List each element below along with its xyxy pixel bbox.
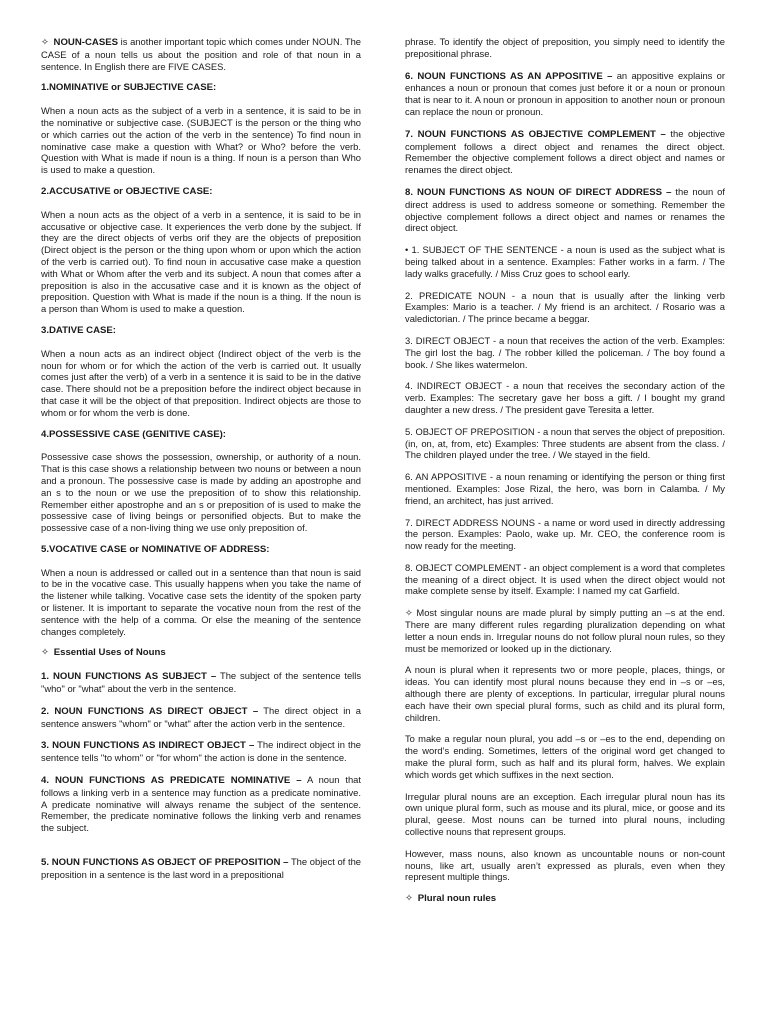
use-direct-object	[41, 705, 361, 730]
plural-paragraph-1: ✧ Most singular nouns are made plural by simply putting an –s at the end. There are many different rules regarding pluralization depending on what letter a noun ends in. Irregular nouns do not follow plural noun rules, so they must be memorized or looked up in the dictionary.	[405, 607, 725, 654]
plural-paragraph-3: To make a regular noun plural, you add –s or –es to the end, depending on the word’s ending. Sometimes, letters of the original word get changed to make the plural form, such as half and its plural form, halves. We explain which words get which suffixes in the next section.	[405, 733, 725, 780]
right-column	[405, 36, 725, 916]
left-column	[41, 36, 361, 891]
use-objective-complement-title: 7. NOUN FUNCTIONS AS OBJECTIVE COMPLEMENT –	[405, 128, 666, 140]
example-object-complement: 8. OBJECT COMPLEMENT - an object complement is a word that completes the meaning of a direct object. It is used when the direct object would not make complete sense by itself. Example: I named my cat Garfield.	[405, 561, 725, 597]
use-direct-address	[405, 186, 725, 234]
example-indirect-object: 4. INDIRECT OBJECT - a noun that receives the secondary action of the verb. Examples: The secretary gave her boss a gift. / I bought my grand daughter a new dress. / The president gave Teresita a letter.	[405, 380, 725, 415]
use-direct-address-text: the noun of direct address is used to address someone or something. Remember the objective complement follows a direct object and names or renames the direct object.	[405, 185, 725, 234]
paragraph-vocative: When a noun is addressed or called out in a sentence than that noun is said to be in the vocative case. This usually happens when you take the name of the listener while talking. Vocative case sets the identity of the spoken party or listener. It is important to separate the vocative noun from the rest of the sentence with the help of a comma. Or else the meaning of the sentence changes completely.	[41, 566, 361, 637]
use-object-of-preposition	[41, 856, 361, 881]
example-subject: • 1. SUBJECT OF THE SENTENCE - a noun is used as the subject what is being talked about in a sentence. Examples: Father works in a farm. / The lady walks gracefully. / Miss Cruz goes to school early.	[405, 244, 725, 279]
plural-paragraph-4: Irregular plural nouns are an exception. Each irregular plural noun has its own unique plural form, such as mouse and its plural, mice, or goose and its plural, geese. Most nouns can be turned into plural nouns, including collective nouns that represent groups.	[405, 790, 725, 838]
example-object-of-preposition: 5. OBJECT OF PREPOSITION - a noun that serves the object of preposition.(in, on, at, from, etc) Examples: Three students are absent from the class. / The children played under the tree. / We stayed in the field.	[405, 425, 725, 461]
heading-possessive: 4.POSSESSIVE CASE (GENITIVE CASE):	[41, 428, 226, 440]
intro-text: is another important topic which comes under NOUN. The CASE of a noun tells us about the position and role of that noun in a sentence. In English there are FIVE CASES.	[41, 36, 361, 72]
use-indirect-object	[41, 739, 361, 764]
use-appositive-text: an appositive explains or enhances a noun or pronoun that comes just before it or a noun or pronoun that is near to it. A noun or pronoun in apposition to another noun or pronoun can replace the noun or pronoun.	[405, 69, 726, 117]
paragraph-accusative: When a noun acts as the object of a verb in a sentence, it is said to be in accusative or objective case. It experiences the verb done by the subject. If they are the direct objects of verbs orif they are the objects of preposition (Direct object is the person or the thing upon whom or upon which the action of the verb is carried out). To find noun in accusative case make a question with What or Whom after the verb and its subject. A noun that comes after a preposition is also in the accusative case and it is known as the object of preposition. Question with What is made if the noun is a thing. If the noun is a person than Whom is used to make a question.	[41, 208, 361, 315]
use-objective-complement	[405, 128, 725, 176]
use-direct-object-text: The direct object in a sentence answers "whom" or "what" after the action verb in the sentence.	[41, 704, 361, 729]
use-subject-text: The subject of the sentence tells "who" or "what" about the verb in the sentence.	[41, 670, 362, 695]
heading-dative: 3.DATIVE CASE:	[41, 324, 116, 336]
example-appositive: 6. AN APPOSITIVE - a noun renaming or identifying the person or thing first mentioned. Examples: Jose Rizal, the hero, was born in Calamba. / My friend, an architect, has just arrived.	[405, 471, 725, 506]
intro-paragraph	[41, 36, 361, 72]
use-subject-title: 1. NOUN FUNCTIONS AS SUBJECT –	[41, 671, 217, 683]
plural-paragraph-5: However, mass nouns, also known as uncountable nouns or non-count nouns, like art, usually aren’t expressed as plurals, even when they represent multiple things.	[405, 847, 725, 883]
intro-title: NOUN-CASES	[53, 37, 119, 48]
example-direct-object: 3. DIRECT OBJECT - a noun that receives the action of the verb. Examples: The girl lost the bag. / The robber killed the policeman. / The boy found a book. / She likes watermelon.	[405, 334, 725, 370]
plural-noun-rules-title: Plural noun rules	[417, 893, 497, 905]
example-predicate-noun: 2. PREDICATE NOUN - a noun that is usually after the linking verb Examples: Mario is a teacher. / My friend is an architect. / Rosario was a valedictorian. / The prince became a beggar.	[405, 289, 725, 325]
use-appositive-title: 6. NOUN FUNCTIONS AS AN APPOSITIVE –	[405, 70, 613, 82]
use-predicate-nominative	[41, 774, 361, 834]
use-indirect-object-text: The indirect object in the sentence tells "to whom" or "for whom" the action is done in the sentence.	[41, 739, 362, 764]
use-direct-object-title: 2. NOUN FUNCTIONS AS DIRECT OBJECT –	[41, 705, 259, 717]
heading-nominative: 1.NOMINATIVE or SUBJECTIVE CASE:	[41, 82, 217, 94]
use-direct-address-title: 8. NOUN FUNCTIONS AS NOUN OF DIRECT ADDRESS –	[405, 186, 672, 198]
use-object-of-preposition-title: 5. NOUN FUNCTIONS AS OBJECT OF PREPOSITION –	[41, 857, 289, 869]
sparkle-icon: ✧	[41, 647, 50, 659]
sparkle-icon: ✧	[405, 893, 414, 905]
use-object-of-preposition-text: The object of the preposition in a sentence is the last word in a prepositional	[41, 856, 361, 880]
use-appositive	[405, 70, 725, 118]
heading-essential-uses	[41, 647, 361, 659]
use-predicate-nominative-text: A noun that follows a linking verb in a sentence may function as a predicate nominative. A predicate nominative will always rename the subject of the sentence. Remember, the predicate nominative follows the linking verb and renames the subject.	[41, 774, 361, 834]
use-subject	[41, 670, 361, 695]
essential-uses-title: Essential Uses of Nouns	[53, 647, 166, 659]
example-direct-address: 7. DIRECT ADDRESS NOUNS - a name or word used in directly addressing the person. Examples: Paolo, wake up. Mr. CEO, the conference room is now ready for the meeting.	[405, 516, 725, 552]
use-objective-complement-text: the objective complement follows a direct object and renames the direct object. Remember the objective complement follows a direct object and names or renames the direct object.	[405, 127, 725, 176]
use-indirect-object-title: 3. NOUN FUNCTIONS AS INDIRECT OBJECT –	[41, 740, 255, 752]
heading-accusative: 2.ACCUSATIVE or OBJECTIVE CASE:	[41, 185, 213, 197]
heading-vocative: 5.VOCATIVE CASE or NOMINATIVE OF ADDRESS:	[41, 543, 270, 555]
plural-paragraph-2: A noun is plural when it represents two or more people, places, things, or ideas. You can identify most plural nouns because they end in –s or –es, although there are plenty of exceptions. In particular, irregular plural nouns each have their own special plural forms, such as child and its plural form, children.	[405, 664, 725, 723]
paragraph-possessive: Possessive case shows the possession, ownership, or authority of a noun. That is this case shows a relationship between two nouns or between a noun and a pronoun. The possessive case is made by adding an apostrophe and an s to the noun or we use the preposition of to show this relationship. Remember either apostrophe and an s or preposition of is used to make the possessive case of living beings or personified objects. But to make the possessive case of a non-living thing we use only preposition of.	[41, 451, 361, 534]
paragraph-nominative: When a noun acts as the subject of a verb in a sentence, it is said to be in the nominative or subjective case. (SUBJECT is the person or the thing who or which carries out the action of the verb in the sentence) To find noun in nominative case make a question with What? or Who? before the verb. Question with What is made if noun is a thing. If noun is a person than Who is used to make a question.	[41, 105, 361, 176]
sparkle-icon: ✧	[41, 36, 49, 47]
paragraph-dative: When a noun acts as an indirect object (Indirect object of the verb is the noun for whom or for which the action of the verb is carried out. It usually comes just after the verb) of a verb in a sentence it is said to be in the dative case. There should not be a preposition before the indirect object because in that case it will be the object of that preposition. Indirect objects are those to whom or for whom the verb is done.	[41, 347, 361, 418]
heading-plural-noun-rules	[405, 893, 725, 905]
use-predicate-nominative-title: 4. NOUN FUNCTIONS AS PREDICATE NOMINATIVE –	[41, 775, 302, 787]
continuation-paragraph: phrase. To identify the object of preposition, you simply need to identify the prepositional phrase.	[405, 36, 725, 59]
